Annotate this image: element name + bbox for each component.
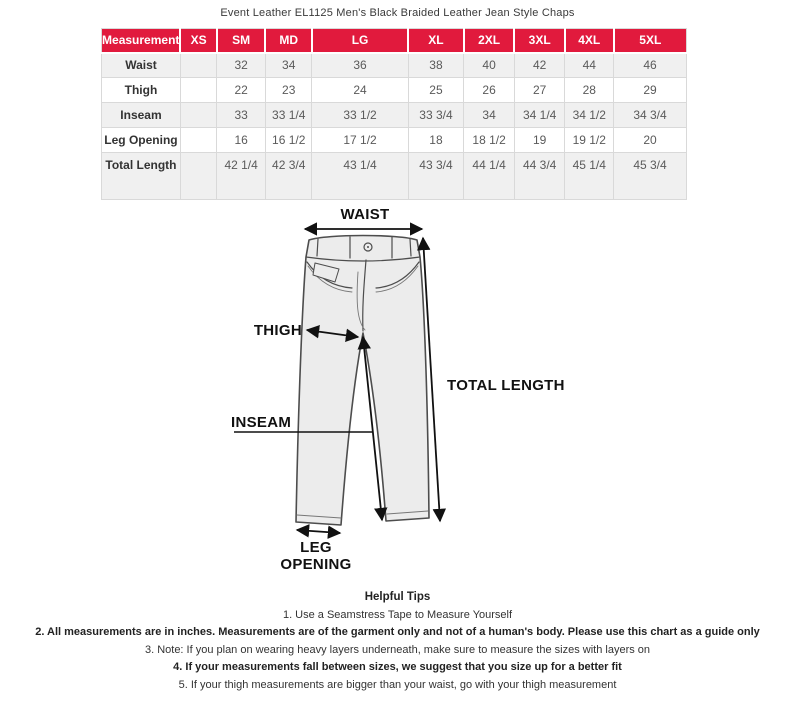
value-cell xyxy=(180,103,216,128)
value-cell: 42 1/4 xyxy=(217,153,266,200)
tip-item: 2. All measurements are in inches. Measurements are of the garment only and not of a human's body. Please use this chart as a guide only xyxy=(35,626,760,638)
value-cell: 33 3/4 xyxy=(408,103,464,128)
value-cell: 46 xyxy=(614,53,687,78)
value-cell: 17 1/2 xyxy=(312,128,408,153)
value-cell: 45 3/4 xyxy=(614,153,687,200)
value-cell: 22 xyxy=(217,78,266,103)
total-length-label: TOTAL LENGTH xyxy=(447,377,565,394)
value-cell: 42 3/4 xyxy=(265,153,312,200)
value-cell: 44 3/4 xyxy=(514,153,565,200)
value-cell: 19 1/2 xyxy=(565,128,614,153)
column-header-2xl: 2XL xyxy=(464,29,515,53)
table-row-leg-opening xyxy=(102,128,687,153)
value-cell xyxy=(180,78,216,103)
row-label: Total Length xyxy=(102,153,181,200)
value-cell: 38 xyxy=(408,53,464,78)
column-header-lg: LG xyxy=(312,29,408,53)
value-cell: 27 xyxy=(514,78,565,103)
value-cell: 20 xyxy=(614,128,687,153)
value-cell: 26 xyxy=(464,78,515,103)
inseam-label: INSEAM xyxy=(231,414,292,431)
column-header-measurement: Measurement xyxy=(102,29,181,53)
value-cell: 34 1/4 xyxy=(514,103,565,128)
table-row-waist xyxy=(102,53,687,78)
value-cell: 34 xyxy=(464,103,515,128)
value-cell: 45 1/4 xyxy=(565,153,614,200)
value-cell: 18 1/2 xyxy=(464,128,515,153)
value-cell: 36 xyxy=(312,53,408,78)
value-cell: 33 xyxy=(217,103,266,128)
value-cell: 18 xyxy=(408,128,464,153)
column-header-xl: XL xyxy=(408,29,464,53)
value-cell: 44 xyxy=(565,53,614,78)
value-cell: 33 1/2 xyxy=(312,103,408,128)
value-cell: 43 1/4 xyxy=(312,153,408,200)
column-header-md: MD xyxy=(265,29,312,53)
leg-opening-label: LEG OPENING xyxy=(280,539,352,573)
column-header-sm: SM xyxy=(217,29,266,53)
tip-item: 3. Note: If you plan on wearing heavy layers underneath, make sure to measure the sizes with layers on xyxy=(144,643,651,656)
jeans-diagram-svg xyxy=(0,200,795,590)
jeans-illustration xyxy=(296,236,429,526)
value-cell: 34 xyxy=(265,53,312,78)
table-row-total-length xyxy=(102,153,687,200)
value-cell: 32 xyxy=(217,53,266,78)
row-label: Leg Opening xyxy=(102,128,181,153)
table-header-row xyxy=(102,29,687,53)
column-header-5xl: 5XL xyxy=(614,29,687,53)
table-row-inseam xyxy=(102,103,687,128)
page-title: Event Leather EL1125 Men's Black Braided Leather Jean Style Chaps xyxy=(220,7,575,19)
tip-item: 4. If your measurements fall between sizes, we suggest that you size up for a better fit xyxy=(173,661,622,673)
value-cell: 23 xyxy=(265,78,312,103)
value-cell: 24 xyxy=(312,78,408,103)
helpful-tips-section xyxy=(0,589,795,694)
value-cell: 42 xyxy=(514,53,565,78)
value-cell xyxy=(180,53,216,78)
value-cell: 25 xyxy=(408,78,464,103)
row-label: Inseam xyxy=(102,103,181,128)
value-cell: 16 xyxy=(217,128,266,153)
value-cell: 43 3/4 xyxy=(408,153,464,200)
size-chart-table xyxy=(101,28,687,200)
thigh-label: THIGH xyxy=(253,322,302,339)
column-header-4xl: 4XL xyxy=(565,29,614,53)
table-row-thigh xyxy=(102,78,687,103)
row-label: Thigh xyxy=(102,78,181,103)
row-label: Waist xyxy=(102,53,181,78)
value-cell xyxy=(180,153,216,200)
value-cell: 29 xyxy=(614,78,687,103)
measurement-diagram xyxy=(0,200,795,590)
tip-item: 1. Use a Seamstress Tape to Measure Yourself xyxy=(282,608,513,621)
value-cell: 16 1/2 xyxy=(265,128,312,153)
value-cell: 40 xyxy=(464,53,515,78)
tips-heading: Helpful Tips xyxy=(364,591,431,603)
column-header-xs: XS xyxy=(180,29,216,53)
value-cell xyxy=(180,128,216,153)
value-cell: 34 3/4 xyxy=(614,103,687,128)
value-cell: 34 1/2 xyxy=(565,103,614,128)
value-cell: 28 xyxy=(565,78,614,103)
value-cell: 19 xyxy=(514,128,565,153)
leg-opening-arrow xyxy=(297,530,340,533)
value-cell: 44 1/4 xyxy=(464,153,515,200)
waist-label: WAIST xyxy=(340,206,390,223)
value-cell: 33 1/4 xyxy=(265,103,312,128)
column-header-3xl: 3XL xyxy=(514,29,565,53)
tip-item: 5. If your thigh measurements are bigger than your waist, go with your thigh measurement xyxy=(178,678,617,691)
